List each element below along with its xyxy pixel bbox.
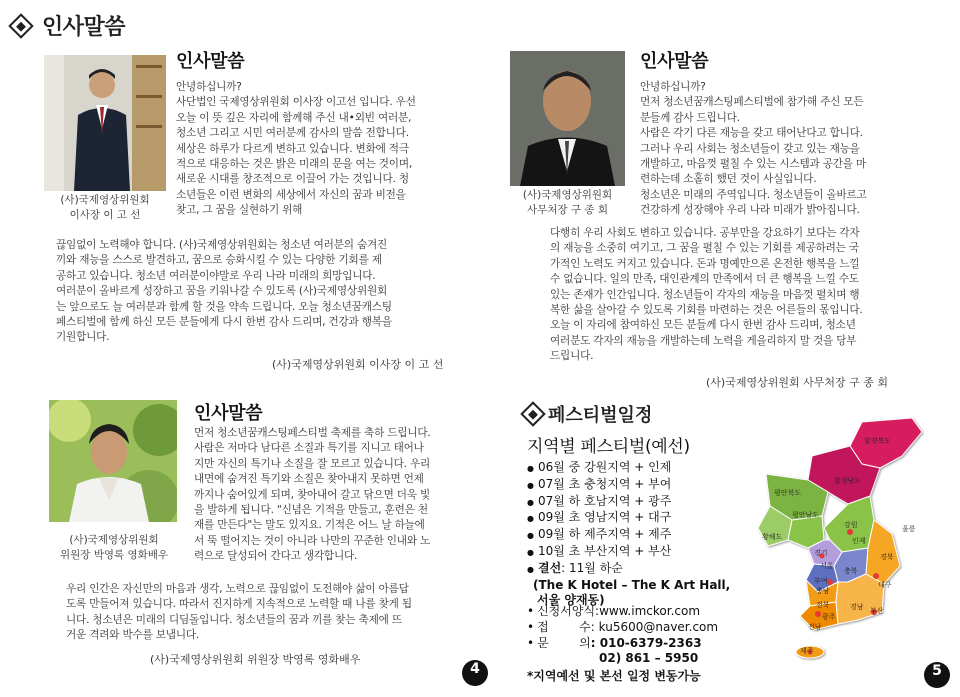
- final-label: ● 결선: [537, 560, 562, 575]
- schedule-item: [527, 527, 730, 544]
- greeting2-signature: (사)국제영상위원회 사무처장 구 종 회: [706, 376, 888, 389]
- map-label: 충북: [844, 567, 858, 575]
- text-line: 먼저 청소년꿈캐스팅페스티벌에 참가해 주신 모든: [640, 96, 864, 109]
- korea-map: [752, 416, 924, 664]
- schedule-item-text: ● 06월 중 강원지역 + 인제: [537, 460, 672, 474]
- text-line: 사람은 각기 다른 재능을 갖고 태어난다고 합니다.: [640, 127, 863, 140]
- schedule-item: [527, 510, 730, 527]
- schedule-item-text: ● 07월 초 충청지역 + 부여: [537, 476, 672, 491]
- text-line: 있는 존재가 인간입니다. 청소년들이 각자의 재능을 마음껏 펼치며 행: [550, 288, 860, 301]
- greeting1-bottom-text: [56, 238, 492, 346]
- greeting2-bottom-text: [550, 226, 934, 365]
- text-line: 소년들은 이런 변화의 세상에서 자신의 꿈과 비전을: [176, 188, 406, 201]
- schedule-item: [527, 494, 730, 511]
- text-line: 가적인 노력도 커지고 있습니다. 돈과 명예만으론 온전한 행복을 느낄: [550, 257, 860, 270]
- caption-line: (사)국제영상위원회: [60, 194, 150, 206]
- text-line: 드립니다.: [550, 350, 594, 363]
- text-line: 먼저 청소년꿈캐스팅페스티벌 축제를 축하 드립니다.: [194, 427, 431, 439]
- form-row: [527, 604, 718, 620]
- bullet-icon: •: [527, 619, 535, 634]
- text-line: 청소년은 미래의 주역입니다. 청소년들이 올바르고: [640, 188, 867, 201]
- greeting3-top-text: [194, 426, 494, 565]
- text-line: 공하고 있습니다. 청소년 여러분이야말로 우리 나라 미래의 희망입니다.: [56, 269, 376, 282]
- text-line: 복한 삶을 살아갈 수 있도록 기회를 마련하는 것은 어른들의 몫입니다.: [550, 304, 863, 317]
- text-line: 우리 인간은 자신만의 마음과 생각, 노력으로 끊임없이 도전해야 삶이 아름답: [66, 583, 409, 595]
- text-line: 니다. 청소년은 미래의 디딤돌입니다. 청소년들의 꿈과 끼를 찾는 축제에 뜨: [66, 613, 402, 626]
- text-line: 서 뚝 떨어지는 것이 아니라 나만의 꾸준한 인내와 노: [194, 534, 431, 547]
- bullet-icon: •: [527, 604, 535, 618]
- inquiry-row: [527, 636, 718, 652]
- text-line: 다행히 우리 사회도 변하고 있습니다. 공부만을 강요하기 보다는 각자: [550, 227, 860, 239]
- map-label: 평안남도: [792, 511, 820, 519]
- schedule-note: *지역예선 및 본선 일정 변동가능: [527, 669, 701, 684]
- greeting1-top-text: [176, 80, 492, 219]
- greeting3-heading: 인사말씀: [194, 403, 263, 424]
- map-label: 함경북도: [864, 437, 892, 445]
- form-url-link[interactable]: :www.imckor.com: [595, 604, 701, 618]
- text-line: 는 앞으로도 늘 여러분과 함께 할 것을 약속 드립니다. 오늘 청소년꿈캐스팅: [56, 300, 392, 313]
- text-line: 사람은 저마다 남다른 소질과 특기를 지니고 태어나: [194, 442, 424, 455]
- final-date: : 11월 하순: [561, 560, 623, 575]
- map-label: 황해도: [762, 533, 783, 541]
- text-line: 지만 자신의 특기나 소질을 잘 모르고 있습니다. 우리: [194, 457, 431, 470]
- text-line: 새로운 시대를 창조적으로 이끌어 가는 것입니다. 청: [176, 173, 409, 186]
- text-line: 페스티벌에 함께 하신 모든 분들에게 다시 한번 감사 드리며, 건강과 행복을: [56, 316, 392, 329]
- text-line: 사단법인 국제영상위원회 이사장 이고선 입니다. 우선: [176, 96, 416, 109]
- map-label: 울릉: [902, 525, 916, 533]
- text-line: 찾고, 그 꿈을 실현하기 위해: [176, 204, 303, 217]
- caption-line: 사무처장 구 종 회: [526, 204, 608, 216]
- final-venue: (The K Hotel – The K Art Hall,: [533, 577, 731, 592]
- form-label: 신청서양식: [537, 604, 596, 618]
- page-title-text: 인사말씀: [42, 15, 126, 40]
- receipt-label: 접 수: [537, 619, 591, 634]
- greeting1-heading: 인사말씀: [176, 51, 245, 72]
- text-line: 력으로 달성되어 간다고 생각합니다.: [194, 550, 358, 563]
- text-line: 청소년 그리고 시민 여러분께 감사의 말씀 전합니다.: [176, 127, 409, 140]
- text-line: 내면에 숨겨진 특기와 소질은 찾아내지 못하면 언제: [194, 473, 424, 486]
- caption-line: (사)국제영상위원회: [522, 189, 613, 201]
- text-line: 분들께 감사 드립니다.: [640, 111, 740, 124]
- chairman-caption: [44, 193, 166, 223]
- map-label: 부산: [870, 607, 884, 615]
- map-label: 광주: [822, 613, 836, 621]
- final-venue: 서울 양재동): [537, 593, 605, 608]
- greeting2-top-text: [640, 80, 932, 219]
- schedule-item-text: ● 09월 초 영남지역 + 대구: [537, 510, 672, 525]
- phone-number-2: 02) 861 – 5950: [599, 651, 699, 666]
- schedule-item: [527, 460, 730, 477]
- text-line: 재를 만든다"는 말도 있지요. 기적은 어느 날 하늘에: [194, 519, 425, 532]
- page-number-right: 5: [924, 662, 950, 688]
- greeting2-heading: 인사말씀: [640, 51, 709, 72]
- map-label: 충남: [816, 587, 830, 595]
- greeting3-bottom-text: [66, 582, 498, 644]
- schedule-item: [527, 477, 730, 494]
- text-line: 세상은 하루가 다르게 변하고 있습니다. 변화에 적극: [176, 142, 409, 155]
- text-line: 오늘 이 뜻 깊은 자리에 함께해 주신 내•외빈 여러분,: [176, 111, 412, 124]
- greeting3-signature: (사)국제영상위원회 위원장 박영록 영화배우: [150, 653, 361, 666]
- caption-line: (사)국제영상위원회: [69, 534, 159, 546]
- chairman-photo: [44, 55, 166, 191]
- map-label: 경기: [814, 549, 828, 557]
- schedule-item: [527, 544, 730, 561]
- inquiry-label: 문 의: [537, 635, 591, 650]
- text-line: 끼와 재능을 스스로 발견하고, 꿈으로 승화시킬 수 있는 다양한 기회를 제: [56, 254, 382, 267]
- schedule-item-text: ● 09월 하 제주지역 + 제주: [537, 527, 672, 542]
- text-line: 기원합니다.: [56, 331, 110, 344]
- map-label: 경북: [880, 553, 894, 561]
- map-label: 경남: [850, 603, 864, 611]
- text-line: 여러분도 각자의 재능을 개발하는데 노력을 게을리하지 말 것을 당부: [550, 334, 857, 347]
- receipt-row: [527, 620, 718, 636]
- director-photo: [49, 400, 177, 522]
- contact-block: [527, 604, 718, 685]
- map-label: 전북: [816, 601, 830, 609]
- text-line: 도록 만들어져 있습니다. 따라서 진지하게 지속적으로 노력할 때 나를 찾게 됩: [66, 598, 412, 611]
- text-line: 오늘 이 자리에 참여하신 모든 분들께 다시 한번 감사 드리며, 청소년: [550, 319, 856, 332]
- diamond-bullet-icon: [520, 401, 545, 426]
- text-line: 련하는데 소홀히 했던 것이 사실입니다.: [640, 173, 817, 186]
- bullet-icon: •: [527, 635, 535, 650]
- phone-number: : 010-6379-2363: [590, 635, 702, 650]
- text-line: 건강하게 성장해야 우리 나라 미래가 밝아집니다.: [640, 204, 860, 217]
- schedule-item-text: ● 10월 초 부산지역 + 부산: [537, 543, 672, 558]
- secretary-caption: [505, 188, 630, 218]
- caption-line: 이사장 이 고 선: [69, 209, 141, 221]
- map-label: 함경남도: [834, 477, 862, 485]
- schedule-item-text: ● 07월 하 호남지역 + 광주: [537, 493, 672, 508]
- text-line: 그러나 우리 사회는 청소년들이 갖고 있는 재능을: [640, 142, 860, 155]
- schedule-title: [520, 401, 652, 427]
- email-link[interactable]: : ku5600@naver.com: [590, 619, 719, 634]
- secretary-photo: [510, 51, 625, 186]
- map-label: 제주: [800, 647, 814, 655]
- schedule-subtitle: 지역별 페스티벌(예선): [527, 437, 690, 457]
- page-number-left: 4: [462, 660, 488, 686]
- map-label: 평안북도: [774, 489, 802, 497]
- text-line: 안녕하십니까?: [176, 81, 242, 93]
- text-line: 안녕하십니까?: [640, 81, 706, 93]
- final-item: [527, 561, 730, 578]
- text-line: 의 재능을 소중히 여기고, 그 꿈을 펼칠 수 있는 기회를 제공하려는 국: [550, 242, 859, 255]
- map-label: 서울: [820, 562, 834, 570]
- text-line: 끊임없이 노력해야 합니다. (사)국제영상위원회는 청소년 여러분의 숨겨진: [56, 239, 388, 251]
- text-line: 수 없습니다. 일의 만족, 대인관계의 만족에서 더 큰 행복을 느낄 수도: [550, 273, 859, 286]
- schedule-title-text: 페스티벌일정: [548, 405, 653, 426]
- map-label: 전남: [808, 623, 822, 631]
- text-line: 개발하고, 마음껏 펼칠 수 있는 시스템과 공간을 마: [640, 158, 867, 171]
- page-title: [8, 10, 125, 41]
- text-line: 여러분이 올바르게 성장하고 꿈을 키워나갈 수 있도록 (사)국제영상위원회: [56, 285, 388, 298]
- map-label: 대구: [878, 581, 892, 589]
- schedule-list: [527, 460, 730, 609]
- map-label: 강원: [844, 521, 858, 529]
- diamond-bullet-icon: [8, 13, 33, 38]
- map-label: 인제: [852, 537, 866, 545]
- caption-line: 위원장 박영록 영화배우: [59, 549, 169, 561]
- greeting1-signature: (사)국제영상위원회 이사장 이 고 선: [272, 358, 444, 371]
- text-line: 거운 격려와 박수를 보냅니다.: [66, 629, 200, 642]
- map-label: 부여: [814, 577, 828, 585]
- text-line: 을 발하게 됩니다. "신념은 기적을 만들고, 훈련은 천: [194, 504, 428, 517]
- text-line: 까지나 숨어있게 되며, 찾아내어 갈고 닦으면 더욱 빛: [194, 488, 431, 501]
- text-line: 적으로 대응하는 것은 밝은 미래의 문을 여는 것이며,: [176, 158, 413, 171]
- director-caption: [44, 533, 184, 563]
